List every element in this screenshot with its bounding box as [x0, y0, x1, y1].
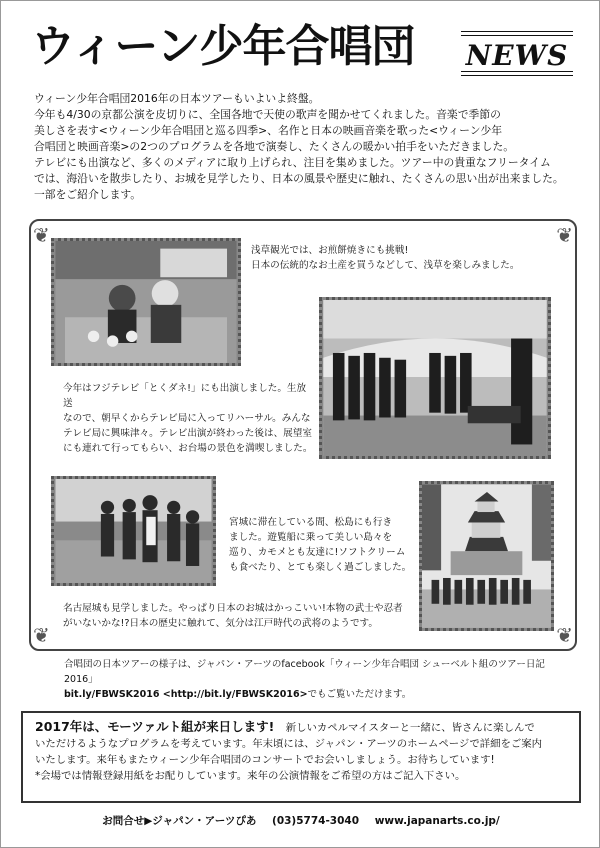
announcement-line: いたします。来年もまたウィーン少年合唱団のコンサートでお会いしましょう。お待ちしています!	[35, 754, 495, 766]
caption-line: テレビ局に興味津々。テレビ出演が終わった後は、展望室	[63, 428, 312, 439]
contact-label	[102, 815, 256, 827]
announcement-line: *会場では情報登録用紙をお配りしています。来年の公演情報をご希望の方はご記入下さい。	[35, 770, 466, 782]
intro-text	[34, 91, 574, 203]
ornament-icon: ❦	[556, 623, 573, 647]
caption-tv	[63, 381, 313, 456]
contact-org: ジャパン・アーツぴあ	[152, 815, 257, 827]
page-title: ウィーン少年合唱団	[31, 21, 415, 72]
intro-line: 一部をご紹介します。	[34, 188, 142, 201]
announcement-box	[21, 711, 581, 803]
photo-nagoya-castle	[419, 481, 554, 631]
caption-asakusa	[251, 243, 561, 273]
intro-line: 美しさを表す<ウィーン少年合唱団と巡る四季>、名作と日本の映画音楽を歌った<ウィーン少年	[34, 124, 503, 137]
intro-line: テレビにも出演など、多くのメディアに取り上げられ、注目を集めました。ツアー中の貴重なフリータイム	[34, 156, 551, 169]
caption-line: がいないかな!?日本の歴史に触れて、気分は江戸時代の武将のようです。	[63, 618, 378, 629]
photo-tv-studio-image	[322, 300, 548, 456]
contact-bar	[1, 813, 600, 828]
caption-line: 巡り、カモメとも友達に!ソフトクリーム	[229, 547, 406, 558]
ornament-icon: ❦	[33, 623, 50, 647]
caption-line: も食べたり、とても楽しく過ごしました。	[229, 562, 412, 573]
intro-line: ウィーン少年合唱団2016年の日本ツアーもいよいよ終盤。	[34, 92, 320, 105]
intro-line: では、海沿いを散歩したり、お城を見学したり、日本の風景や歴史に触れ、たくさんの思い出が出来ました。	[34, 172, 564, 185]
caption-matsushima	[229, 515, 419, 575]
caption-line: 宮城に滞在している間、松島にも行き	[229, 517, 393, 528]
news-label: NEWS	[465, 39, 569, 72]
photo-asakusa	[51, 238, 241, 366]
intro-line: 合唱団と映画音楽>の2つのプログラムを各地で演奏し、たくさんの暖かい拍手をいただきました。	[34, 140, 515, 153]
news-rule-top	[461, 31, 573, 36]
ornament-icon: ❦	[33, 223, 50, 247]
announcement-text: 新しいカペルマイスターと一緒に、皆さんに楽しんで	[285, 722, 535, 734]
photo-nagoya-castle-image	[422, 484, 551, 628]
facebook-link[interactable]: bit.ly/FBWSK2016 <http://bit.ly/FBWSK2016>	[64, 689, 308, 700]
arrow-right-icon: ▶	[144, 815, 153, 827]
photo-asakusa-image	[54, 241, 238, 363]
contact-label-text: お問合せ	[102, 815, 145, 827]
caption-line: にも連れて行ってもらい、お台場の景色を満喫しました。	[63, 443, 313, 454]
facebook-note-tail: でもご覧いただけます。	[307, 689, 412, 700]
news-badge	[461, 31, 573, 75]
caption-line: 浅草観光では、お煎餅焼きにも挑戦!	[251, 245, 409, 256]
facebook-note	[64, 657, 564, 702]
news-rule-bottom	[461, 71, 573, 76]
caption-nagoya	[63, 601, 413, 631]
facebook-note-line: 合唱団の日本ツアーの様子は、ジャパン・アーツのfacebook「ウィーン少年合唱団 シューベルト組のツアー日記2016」	[64, 659, 545, 685]
intro-line: 今年も4/30の京都公演を皮切りに、全国各地で天使の歌声を聞かせてくれました。音楽で季節の	[34, 108, 501, 121]
contact-website-link[interactable]: www.japanarts.co.jp/	[374, 815, 500, 827]
announcement-heading: 2017年は、モーツァルト組が来日します!	[35, 719, 275, 734]
ornament-icon: ❦	[556, 223, 573, 247]
photo-matsushima-image	[54, 479, 213, 583]
caption-line: ました。遊覧船に乗って美しい島々を	[229, 532, 393, 543]
photo-tv-studio	[319, 297, 551, 459]
announcement-first-line	[35, 719, 567, 736]
caption-line: 名古屋城も見学しました。やっぱり日本のお城はかっこいい!本物の武士や忍者	[63, 603, 403, 614]
caption-line: 日本の伝統的なお土産を買うなどして、浅草を楽しみました。	[251, 260, 520, 271]
contact-phone: (03)5774-3040	[272, 815, 360, 827]
announcement-line: いただけるようなプログラムを考えています。年末頃には、ジャパン・アーツのホームページで詳細をご案内	[35, 738, 543, 750]
caption-line: なので、朝早くからテレビ局に入ってリハーサル。みんな	[63, 413, 311, 424]
facebook-note-line2	[64, 687, 564, 702]
caption-line: 今年はフジテレビ「とくダネ!」にも出演しました。生放送	[63, 383, 307, 409]
photo-matsushima	[51, 476, 216, 586]
